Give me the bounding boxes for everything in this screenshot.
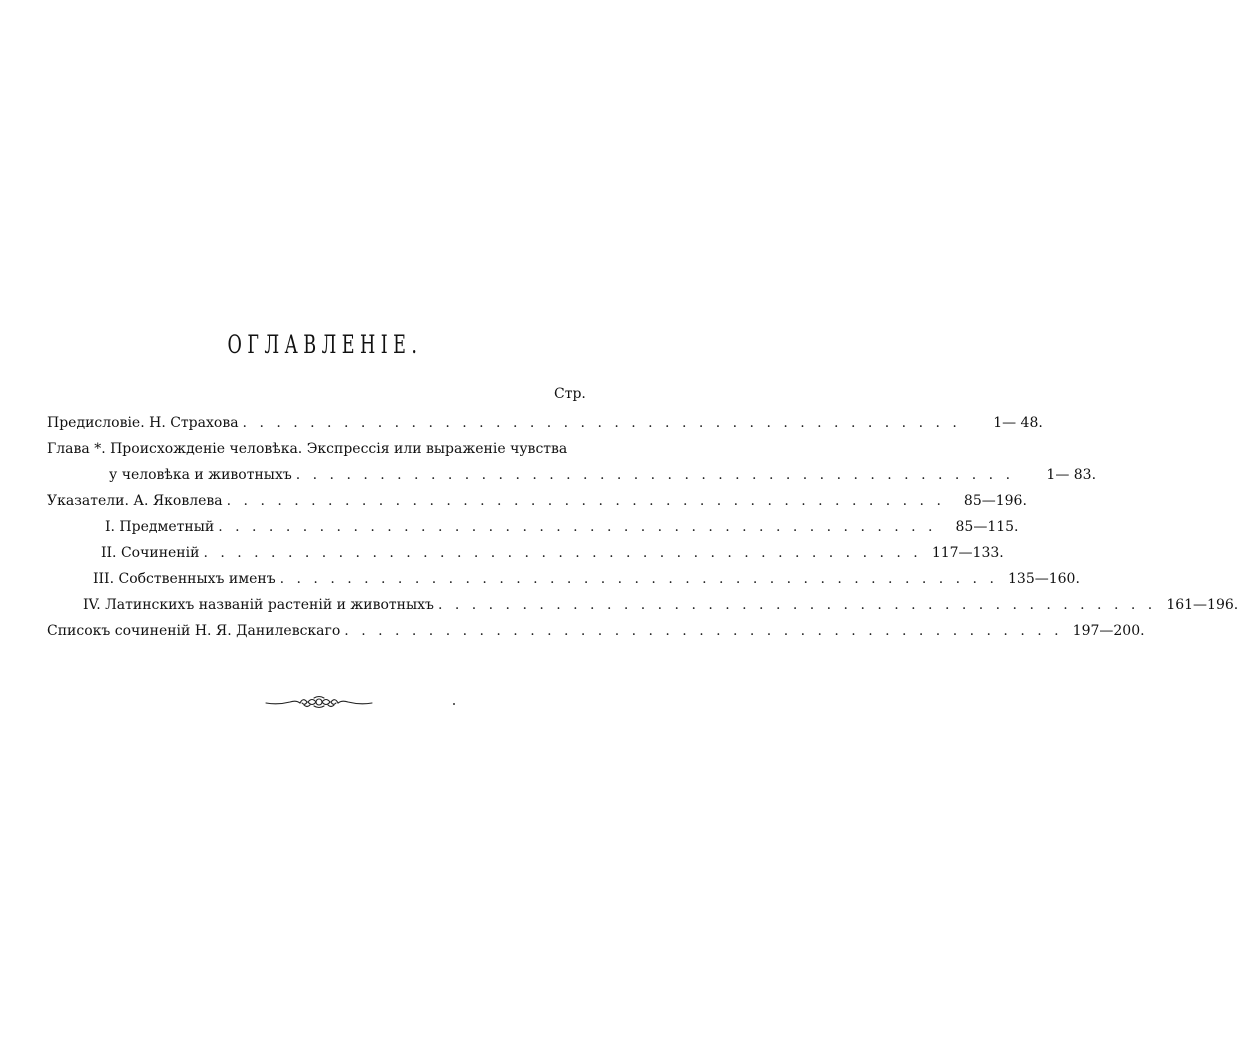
toc-entry-label: у человѣка и животныхъ [109,467,292,483]
toc-entry-pages: 135—160. [1008,571,1080,587]
toc-entry-label: Указатели. А. Яковлева [47,493,223,509]
leader-dots: . . . . . . . . . . . . . . . . . . . . . . . . . . . . . . . . . . . . . . . . . . . [279,571,998,587]
leader-dots: . . . . . . . . . . . . . . . . . . . . . . . . . . . . . . . . . . . . . . . . . . . [242,415,961,431]
table-of-contents [47,410,1238,644]
toc-entry-preface [47,410,1043,436]
toc-entry-pages: 85—115. [955,519,1019,535]
toc-entry-indexes [47,488,1027,514]
toc-entry-subject-index [47,514,1019,540]
print-speck [453,703,455,705]
leader-dots: . . . . . . . . . . . . . . . . . . . . . . . . . . . . . . . . . . . . . . . . . . . [226,493,945,509]
toc-entry-pages: 1— 83. [1046,467,1097,483]
toc-entry-label: III. Собственныхъ именъ [93,571,276,587]
toc-entry-names-index [47,566,1080,592]
toc-entry-chapter-continued [47,462,1097,488]
toc-entry-label: II. Сочиненій [101,545,200,561]
leader-dots: . . . . . . . . . . . . . . . . . . . . . . . . . . . . . . . . . . . . . . . . . . . [295,467,1015,483]
page-title: ОГЛАВЛЕНІЕ. [227,330,423,359]
leader-dots: . . . . . . . . . . . . . . . . . . . . . . . . . . . . . . . . . . . . . . . . . . . [203,545,922,561]
toc-entry-pages: 85—196. [963,493,1027,509]
leader-dots: . . . . . . . . . . . . . . . . . . . . . . . . . . . . . . . . . . . . . . . . . . . [344,623,1063,639]
flourish-ornament-icon [264,694,374,710]
toc-entry-label: I. Предметный [105,519,215,535]
pages-column-header: Стр. [554,386,586,402]
toc-entry-pages: 161—196. [1166,597,1238,613]
toc-entry-chapter [47,436,599,462]
toc-entry-latin-index [47,592,1238,618]
toc-entry-pages: 117—133. [931,545,1004,561]
toc-entry-label: Предисловіе. Н. Страхова [47,415,239,431]
leader-dots: . . . . . . . . . . . . . . . . . . . . . . . . . . . . . . . . . . . . . . . . . . . [218,519,937,535]
toc-entry-label: Списокъ сочиненій Н. Я. Данилевскаго [47,623,341,639]
toc-entry-pages: 197—200. [1072,623,1145,639]
leader-dots: . . . . . . . . . . . . . . . . . . . . . . . . . . . . . . . . . . . . . . . . . . . [437,597,1157,613]
toc-entry-works-index [47,540,1004,566]
toc-entry-label: IV. Латинскихъ названій растеній и животныхъ [83,597,434,613]
toc-entry-bibliography [47,618,1145,644]
toc-entry-pages: 1— 48. [993,415,1043,431]
toc-entry-label: Глава *. Происхожденіе человѣка. Экспрессія или выраженіе чувства [47,441,568,457]
